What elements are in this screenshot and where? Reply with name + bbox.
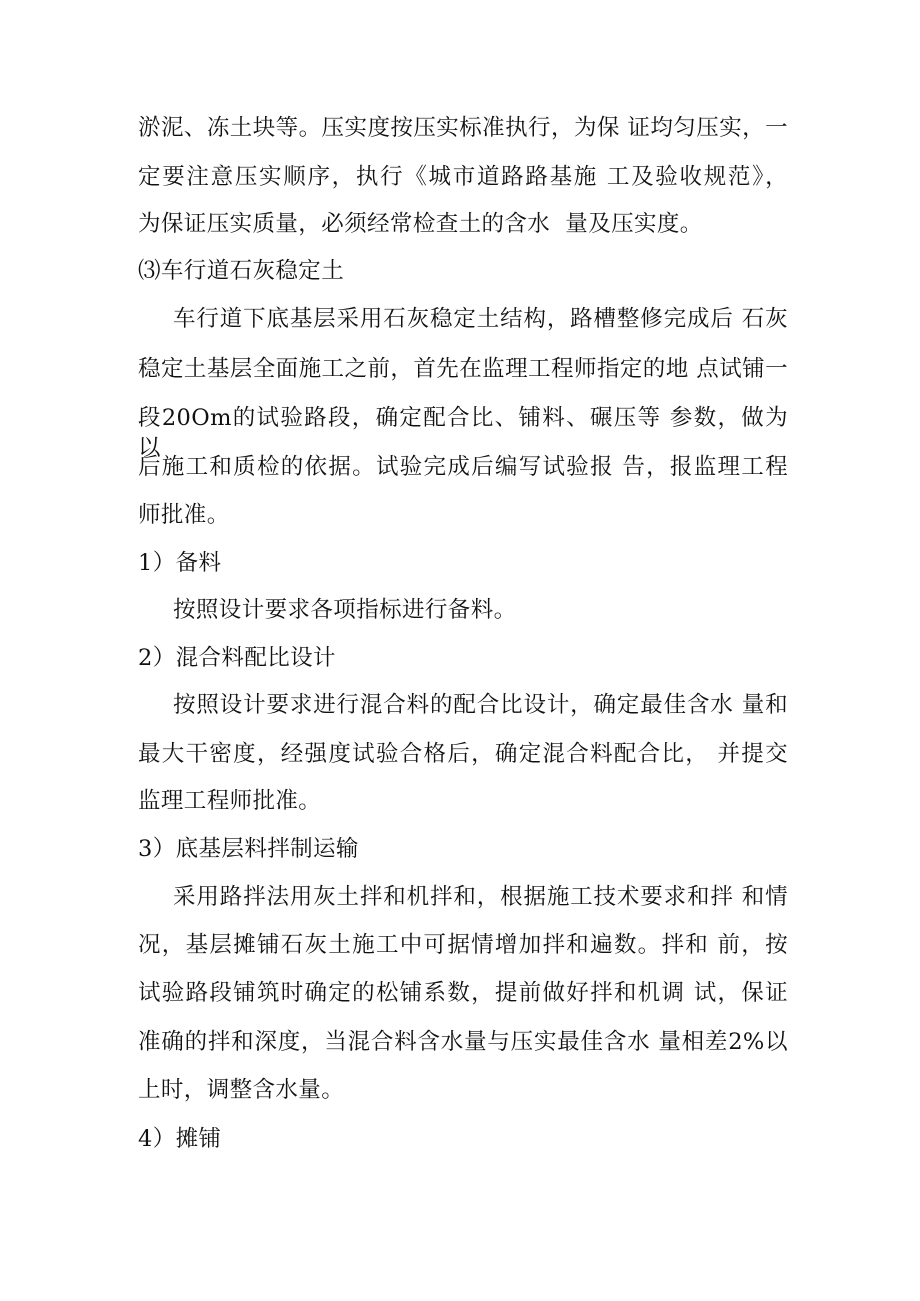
paragraph-line: 上时，调整含水量。 <box>138 1077 345 1103</box>
paragraph-line: 后施工和质检的依据。试验完成后编写试验报 告，报监理工程 <box>138 454 788 480</box>
paragraph-line: 监理工程师批准。 <box>138 788 322 814</box>
paragraph-line: 按照设计要求各项指标进行备料。 <box>173 597 517 623</box>
paragraph-line: 最大干密度，经强度试验合格后，确定混合料配合比， 并提交 <box>138 741 788 767</box>
paragraph-line: 为保证压实质量，必须经常检查土的含水 量及压实度。 <box>138 211 703 237</box>
paragraph-line: 段20Om的试验路段，确定配合比、铺料、碾压等 参数，做为以 <box>138 405 788 461</box>
section-heading: ⑶车行道石灰稳定土 <box>138 258 345 284</box>
paragraph-line: 车行道下底基层采用石灰稳定土结构，路槽整修完成后 石灰 <box>173 306 788 332</box>
subsection-heading: 1）备料 <box>138 550 222 576</box>
paragraph-line: 试验路段铺筑时确定的松铺系数，提前做好拌和机调 试，保证 <box>138 980 788 1006</box>
paragraph-line: 淤泥、冻土块等。压实度按压实标准执行，为保 证均匀压实，一 <box>138 115 788 141</box>
paragraph-line: 况，基层摊铺石灰土施工中可据情增加拌和遍数。拌和 前，按 <box>138 932 788 958</box>
paragraph-line: 定要注意压实顺序，执行《城市道路路基施 工及验收规范》， <box>138 164 788 190</box>
paragraph-line: 按照设计要求进行混合料的配合比设计，确定最佳含水 量和 <box>173 692 788 718</box>
paragraph-line: 采用路拌法用灰土拌和机拌和，根据施工技术要求和拌 和情 <box>173 884 788 910</box>
paragraph-line: 稳定土基层全面施工之前，首先在监理工程师指定的地 点试铺一 <box>138 356 788 382</box>
paragraph-line: 准确的拌和深度，当混合料含水量与压实最佳含水 量相差2%以 <box>138 1029 788 1055</box>
subsection-heading: 3）底基层料拌制运输 <box>138 836 359 862</box>
subsection-heading: 2）混合料配比设计 <box>138 645 336 671</box>
paragraph-line: 师批准。 <box>138 502 230 528</box>
subsection-heading: 4）摊铺 <box>138 1126 222 1152</box>
